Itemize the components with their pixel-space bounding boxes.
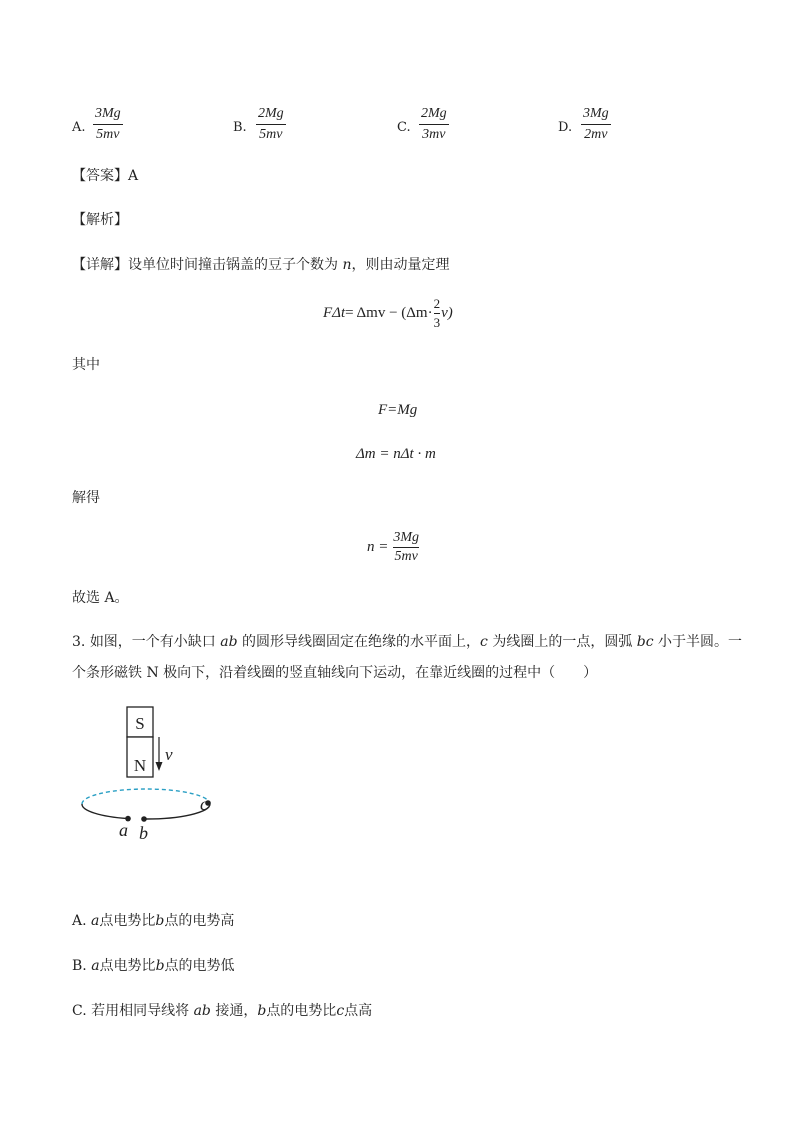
q3-line-1: 3. 如图，一个有小缺口 ab 的圆形导线圈固定在绝缘的水平面上，c 为线圈上的一点，圆弧 bc 小于半圆。一 xyxy=(72,634,743,650)
detail-text-1: 设单位时间撞击锅盖的豆子个数为 xyxy=(128,257,338,273)
answer-label: 【答案】 xyxy=(72,168,128,184)
option-a-letter: A. xyxy=(72,120,86,135)
eq1-end: v) xyxy=(441,305,453,321)
velocity-label: v xyxy=(165,745,173,764)
eq4-fraction: $\frac{3Mg}{5mv}$ xyxy=(393,530,420,564)
eq4-lhs: n = xyxy=(367,539,389,555)
option-c-fraction: 2Mg 3mv xyxy=(421,106,447,142)
answer-value: A xyxy=(128,168,139,184)
velocity-arrowhead xyxy=(156,762,163,771)
answer-line xyxy=(72,169,138,183)
eq1-fraction: $\frac{2}{3}$ xyxy=(433,296,441,330)
option-c-letter: C. xyxy=(397,120,411,135)
conclusion: 故选 A。 xyxy=(72,590,129,606)
option-b-fraction: 2Mg 5mv xyxy=(258,106,284,142)
eq1-mid: = Δmv − (Δm· xyxy=(345,305,433,321)
equation-force: F=Mg xyxy=(378,402,418,418)
choice-a: A. a点电势比b点的电势高 xyxy=(72,913,235,929)
magnet-north-label: N xyxy=(133,756,147,775)
q3-c: c xyxy=(480,634,488,650)
choice-c: C. 若用相同导线将 ab 接通，b点的电势比c点高 xyxy=(72,1003,373,1019)
option-d-letter: D. xyxy=(558,120,573,135)
point-c-label: c xyxy=(200,794,208,814)
point-b-label: b xyxy=(139,823,148,843)
magnet-coil-figure xyxy=(70,700,230,850)
detail-label: 【详解】 xyxy=(72,257,128,273)
equation-result xyxy=(367,530,420,565)
point-a-label: a xyxy=(119,820,128,840)
q3-number: 3. xyxy=(72,634,86,650)
choice-b: B. a点电势比b点的电势低 xyxy=(72,958,235,974)
detail-line xyxy=(72,258,449,272)
q3-line-2: 个条形磁铁 N 极向下，沿着线圈的竖直轴线向下运动，在靠近线圈的过程中（ ） xyxy=(72,665,598,681)
magnet-south-label: S xyxy=(135,714,145,733)
coil-front-arc-left xyxy=(82,804,128,819)
point-b-dot xyxy=(141,816,147,822)
option-d-fraction: 3Mg 2mv xyxy=(583,106,609,142)
detail-text-2: ，则由动量定理 xyxy=(351,257,450,273)
equation-momentum xyxy=(323,296,453,331)
solve-label: 解得 xyxy=(72,490,100,506)
analysis-label: 【解析】 xyxy=(72,212,128,228)
eq1-lhs: FΔt xyxy=(323,305,346,321)
where-label: 其中 xyxy=(72,357,100,373)
q3-ab: ab xyxy=(220,634,238,650)
q3-bc: bc xyxy=(636,634,654,650)
detail-var-n: n xyxy=(342,257,352,273)
option-a-fraction: 3Mg 5mv xyxy=(95,106,121,142)
equation-mass: Δm = nΔt · m xyxy=(356,446,436,462)
coil-back-arc xyxy=(82,789,210,804)
option-b-letter: B. xyxy=(233,120,247,135)
